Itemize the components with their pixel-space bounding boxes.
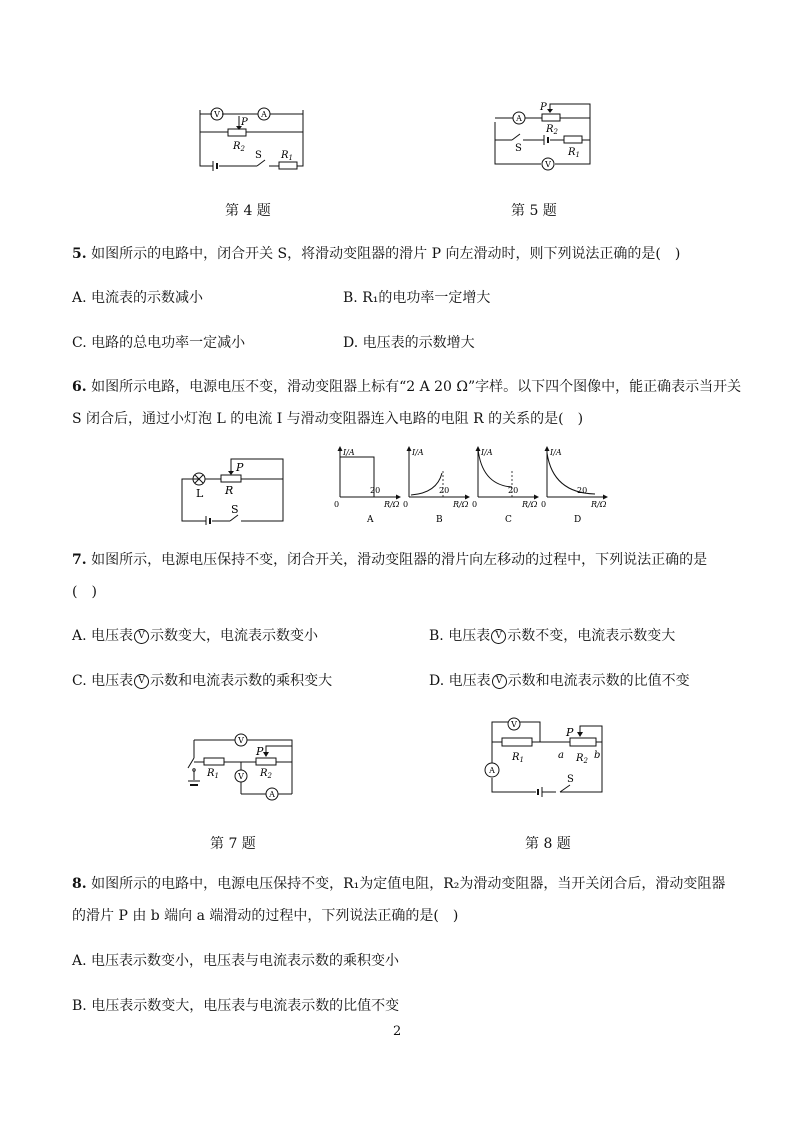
graph-tick-label: 20 (508, 486, 519, 495)
fig8-switch-label: S (567, 774, 574, 785)
question-6-stem-line-2: S 闭合后，通过小灯泡 L 的电流 I 与滑动变阻器连入电路的电阻 R 的关系的是( ) (72, 411, 584, 427)
question-6-stem-line-1: 6. 如图所示电路，电源电压不变，滑动变阻器上标有“2 A 20 Ω”字样。以下四个图像中，能正确表示当开关 (72, 379, 742, 395)
graph-y-label: I/A (550, 448, 562, 457)
graph-origin-label: 0 (541, 500, 547, 509)
fig4-meter-v: V (214, 110, 220, 119)
voltmeter-symbol: V (134, 629, 149, 644)
question-5-option-c: C. 电路的总电功率一定减小 (72, 335, 246, 351)
figure-4-caption: 第 4 题 (225, 203, 271, 219)
graph-x-label: R/Ω (453, 500, 469, 509)
figure-5-caption: 第 5 题 (511, 203, 557, 219)
fig7-meter-a: A (269, 790, 275, 799)
circuit-figure-8 (480, 712, 605, 804)
fig4-switch-label: S (255, 150, 262, 161)
fig4-slider-p: P (241, 117, 248, 128)
graph-x-arrow (396, 495, 401, 500)
fig4-r1-label: $R_1$ (281, 150, 293, 162)
fig7-r2-label: $R_2$ (260, 768, 272, 780)
graph-tick-label: 20 (370, 486, 381, 495)
graph-x-label: R/Ω (591, 500, 607, 509)
fig4-r2-label: $R_2$ (233, 141, 245, 153)
figure-8-caption: 第 8 题 (525, 836, 571, 852)
fig5-slider-p: P (540, 102, 547, 113)
graph-x-arrow (465, 495, 470, 500)
fig7-slider-p: P (256, 745, 264, 758)
question-5-option-a: A. 电流表的示数减小 (72, 290, 204, 306)
fig5-r1-label: $R_1$ (568, 147, 580, 159)
graph-curve (411, 473, 442, 495)
circuit-figure-7 (180, 728, 300, 803)
page-number: 2 (393, 1024, 402, 1039)
graph-origin-label: 0 (403, 500, 409, 509)
graph-origin-label: 0 (334, 500, 340, 509)
graph-y-arrow (545, 446, 550, 451)
graph-tick-label: 20 (439, 486, 450, 495)
fig8-meter-a: A (489, 766, 495, 775)
question-7-stem-line-1: 7. 如图所示，电源电压保持不变，闭合开关，滑动变阻器的滑片向左移动的过程中，下列说法正确的是 (72, 552, 708, 568)
graph-y-arrow (338, 446, 343, 451)
graph-x-arrow (603, 495, 608, 500)
fig6-lamp-label: L (196, 487, 204, 500)
graph-option-label: B (436, 515, 443, 525)
figure-7-caption: 第 7 题 (210, 836, 256, 852)
fig6-r-label: R (225, 484, 234, 497)
fig5-meter-a: A (516, 114, 522, 123)
voltmeter-symbol: V (491, 629, 506, 644)
voltmeter-symbol: V (134, 674, 149, 689)
graph-options (330, 445, 620, 530)
question-7-option-a: A. 电压表 V 示数变大，电流表示数变小 (72, 628, 319, 644)
fig5-r2-label: $R_2$ (546, 124, 558, 136)
graph-x-arrow (534, 495, 539, 500)
graph-x-label: R/Ω (522, 500, 538, 509)
question-8-stem-line-2: 的滑片 P 由 b 端向 a 端滑动的过程中，下列说法正确的是( ) (72, 908, 459, 924)
fig6-switch-label: S (231, 503, 239, 516)
fig7-meter-v-top: V (238, 736, 244, 745)
question-5-option-b: B. R₁的电功率一定增大 (343, 290, 491, 306)
circuit-figure-6 (175, 455, 290, 525)
graph-option-label: C (505, 515, 512, 525)
fig8-slider-p: P (566, 726, 574, 739)
graph-option-label: A (367, 515, 374, 525)
fig8-r2-label: $R_2$ (576, 753, 588, 765)
fig8-meter-v: V (511, 720, 517, 729)
graph-curve (547, 453, 595, 494)
fig7-meter-v-mid: V (238, 772, 244, 781)
graph-y-label: I/A (481, 448, 493, 457)
fig7-r1-label: $R_1$ (207, 768, 219, 780)
graph-y-label: I/A (343, 448, 355, 457)
graph-origin-label: 0 (472, 500, 478, 509)
fig8-end-b: b (594, 750, 601, 761)
question-7-stem-line-2: ( ) (72, 584, 97, 600)
graph-tick-label: 20 (577, 486, 588, 495)
question-5-option-d: D. 电压表的示数增大 (343, 335, 475, 351)
voltmeter-symbol: V (492, 674, 507, 689)
fig8-r1-label: $R_1$ (512, 752, 524, 764)
fig5-switch-label: S (515, 143, 522, 154)
graph-options-svg (330, 445, 620, 530)
circuit-figure-4 (195, 98, 310, 173)
graph-y-label: I/A (412, 448, 424, 457)
question-7-option-c: C. 电压表 V 示数和电流表示数的乘积变大 (72, 673, 333, 689)
fig5-meter-v: V (545, 160, 551, 169)
circuit-figure-5 (490, 100, 600, 175)
fig8-end-a: a (558, 750, 564, 761)
question-8-stem-line-1: 8. 如图所示的电路中，电源电压保持不变，R₁为定值电阻，R₂为滑动变阻器，当开关闭合后，滑动变阻器 (72, 876, 726, 892)
graph-y-arrow (407, 446, 412, 451)
graph-option-label: D (574, 515, 582, 525)
question-8-option-a: A. 电压表示数变小，电压表与电流表示数的乘积变小 (72, 953, 400, 969)
fig4-meter-a: A (261, 110, 267, 119)
question-7-option-b: B. 电压表 V 示数不变，电流表示数变大 (429, 628, 676, 644)
fig6-slider-p: P (236, 461, 244, 474)
graph-x-label: R/Ω (384, 500, 400, 509)
graph-curve (340, 457, 374, 497)
question-7-option-d: D. 电压表 V 示数和电流表示数的比值不变 (429, 673, 690, 689)
question-5-stem: 5. 如图所示的电路中，闭合开关 S，将滑动变阻器的滑片 P 向左滑动时，则下列说法正确的是( ) (72, 246, 681, 262)
question-8-option-b: B. 电压表示数变大，电压表与电流表示数的比值不变 (72, 998, 400, 1014)
